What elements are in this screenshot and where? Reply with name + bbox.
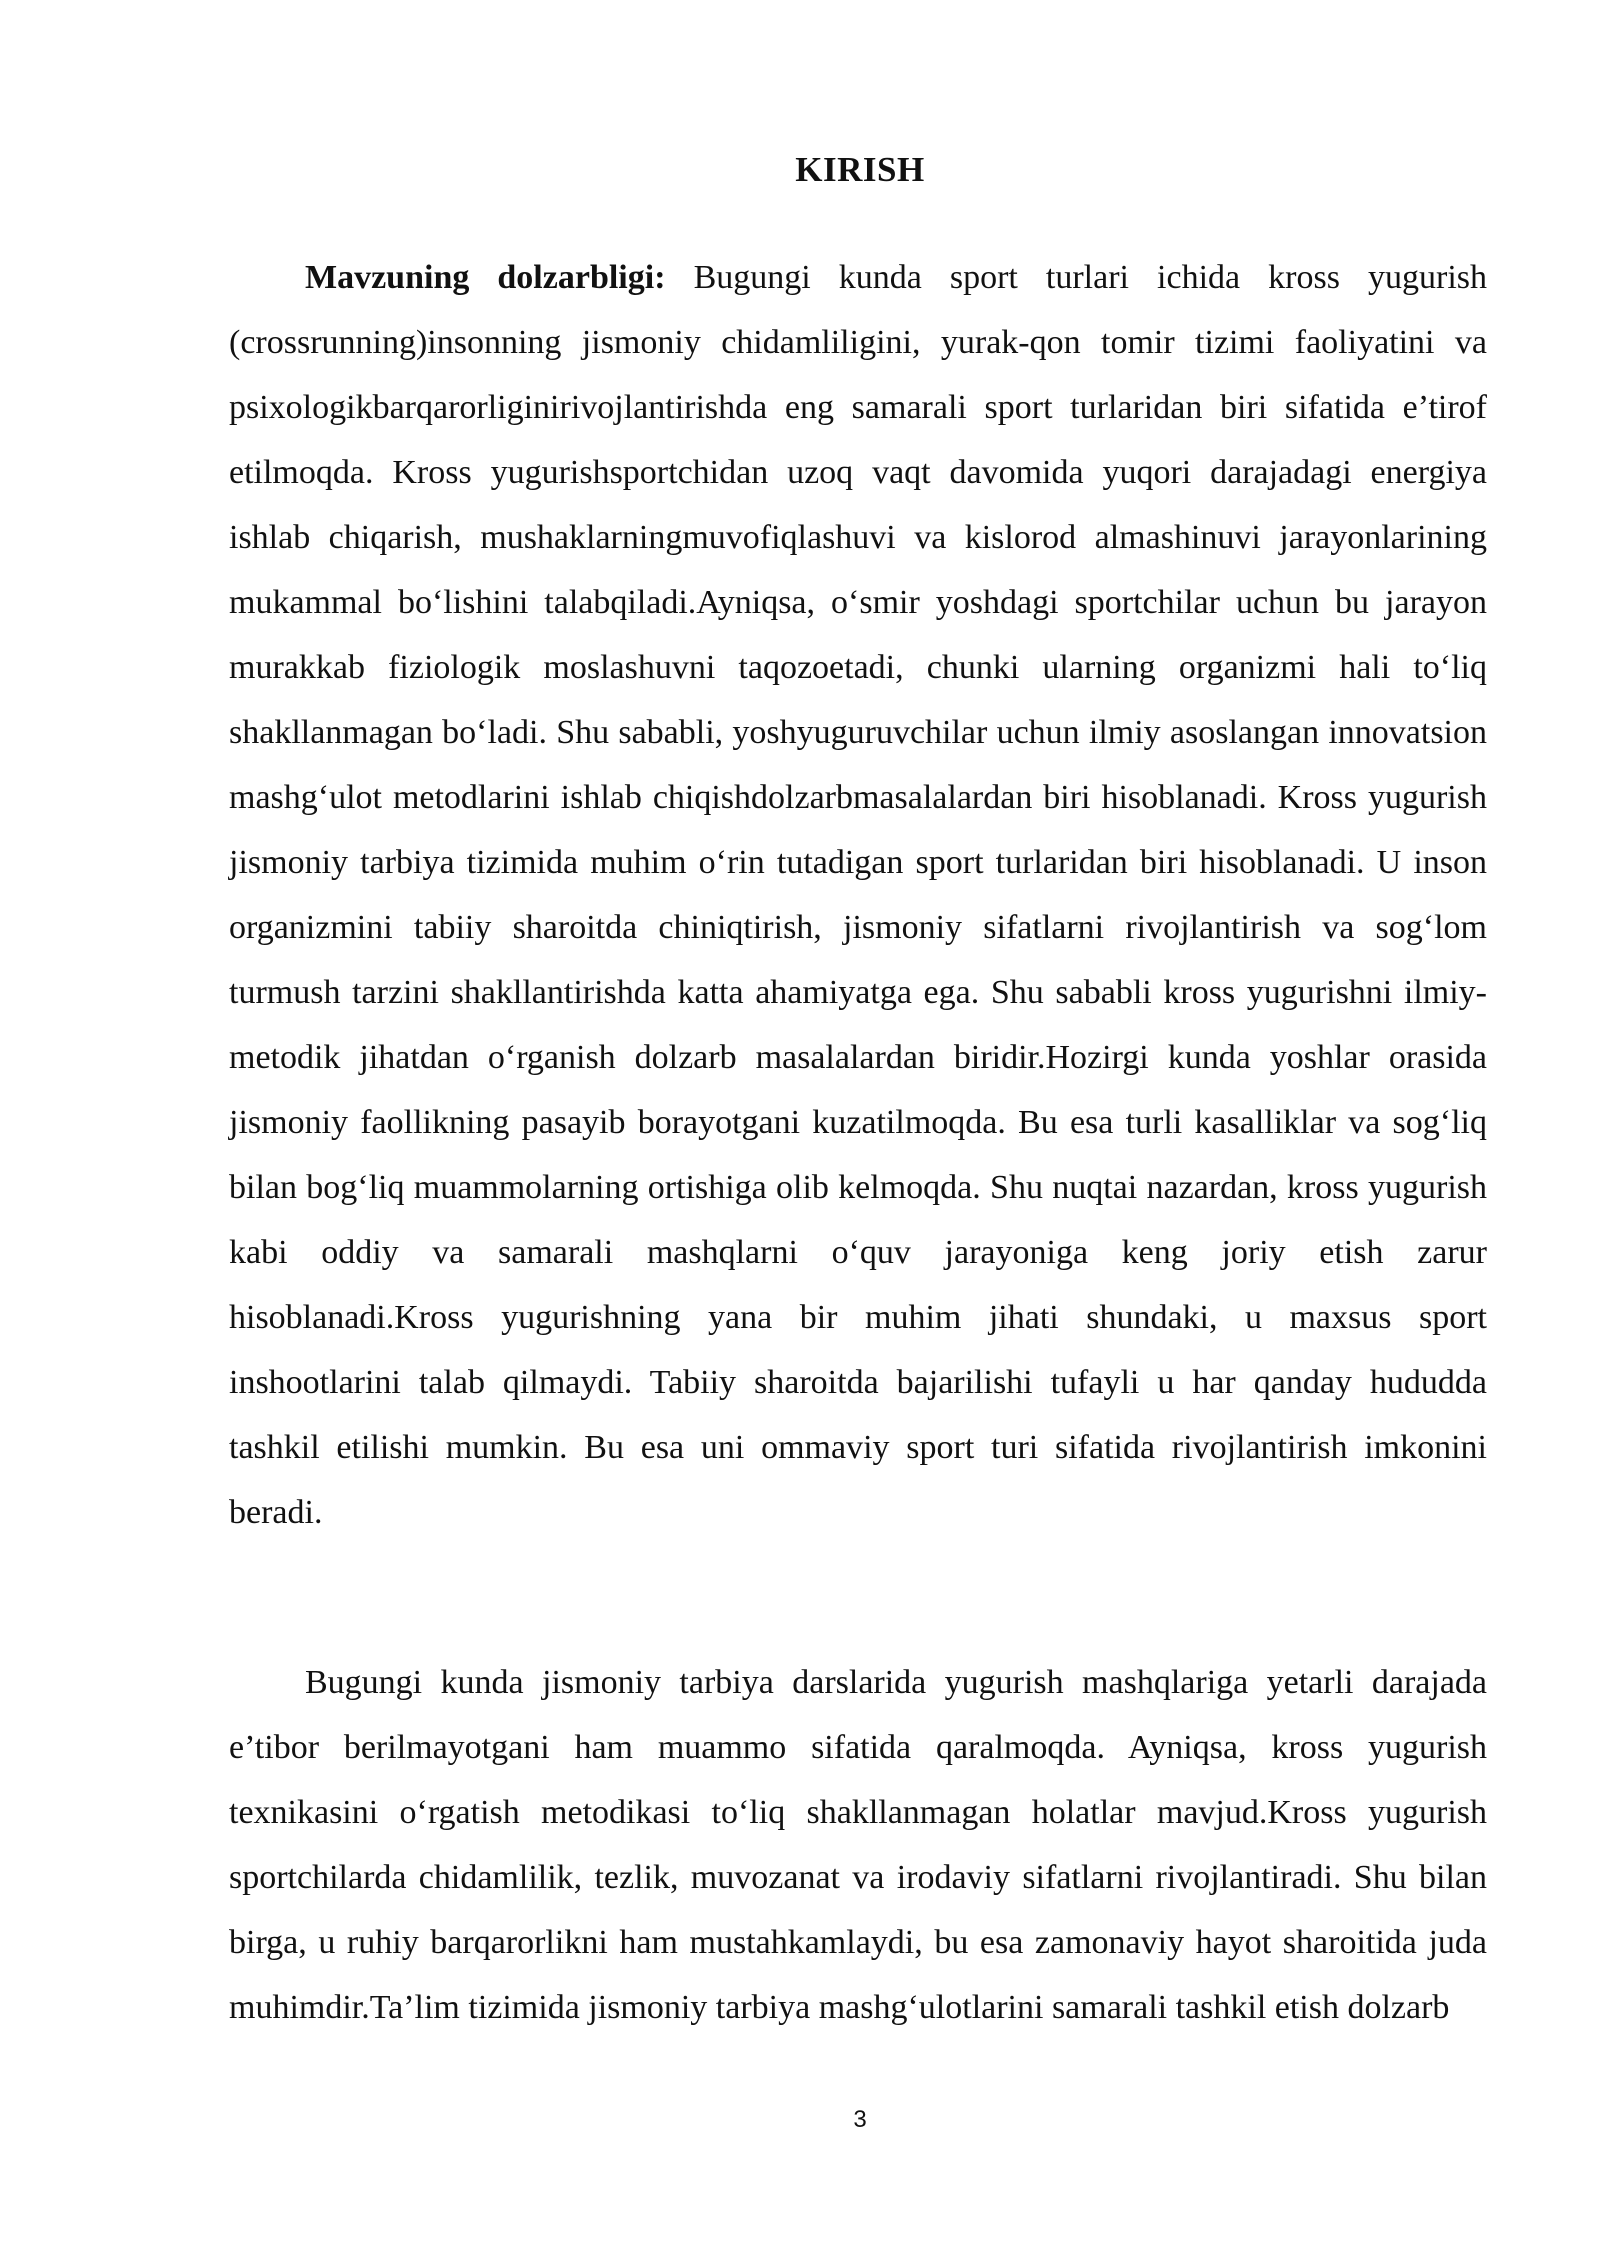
page-number: 3 bbox=[853, 2106, 867, 2133]
paragraph-1 bbox=[229, 245, 1487, 1545]
paragraph-1-lead: Mavzuning dolzarbligi: bbox=[305, 259, 666, 296]
section-title: KIRISH bbox=[795, 150, 925, 189]
paragraph-1-text: Bugungi kunda sport turlari ichida kross yugurish (crossrunning)insonning jismoniy chidamliligini, yurak-qon tomir tizimi faoliyatini va psixologikbarqarorliginirivojlantirishda eng samarali sport turlaridan biri sifatida e’tirof etilmoqda. Kross yugurishsportchidan uzoq vaqt davomida yuqori darajadagi energiya ishlab chiqarish, mushaklarningmuvofiqlashuvi va kislorod almashinuvi jarayonlarining mukammal bo‘lishini talabqiladi.Ayniqsa, o‘smir yoshdagi sportchilar uchun bu jarayon murakkab fiziologik moslashuvni taqozoetadi, chunki ularning organizmi hali to‘liq shakllanmagan bo‘ladi. Shu sababli, yoshyuguruvchilar uchun ilmiy asoslangan innovatsion mashg‘ulot metodlarini ishlab chiqishdolzarbmasalalardan biri hisoblanadi. Kross yugurish jismoniy tarbiya tizimida muhim o‘rin tutadigan sport turlaridan biri hisoblanadi. U inson organizmini tabiiy sharoitda chiniqtirish, jismoniy sifatlarni rivojlantirish va sog‘lom turmush tarzini shakllantirishda katta ahamiyatga ega. Shu sababli kross yugurishni ilmiy-metodik jihatdan o‘rganish dolzarb masalalardan biridir.Hozirgi kunda yoshlar orasida jismoniy faollikning pasayib borayotgani kuzatilmoqda. Bu esa turli kasalliklar va sog‘liq bilan bog‘liq muammolarning ortishiga olib kelmoqda. Shu nuqtai nazardan, kross yugurish kabi oddiy va samarali mashqlarni o‘quv jarayoniga keng joriy etish zarur hisoblanadi.Kross yugurishning yana bir muhim jihati shundaki, u maxsus sport inshootlarini talab qilmaydi. Tabiiy sharoitda bajarilishi tufayli u har qanday hududda tashkil etilishi mumkin. Bu esa uni ommaviy sport turi sifatida rivojlantirish imkonini beradi. bbox=[229, 259, 1487, 1531]
paragraph-2-text: Bugungi kunda jismoniy tarbiya darslarida yugurish mashqlariga yetarli darajada e’tibor berilmayotgani ham muammo sifatida qaralmoqda. Ayniqsa, kross yugurish texnikasini o‘rgatish metodikasi to‘liq shakllanmagan holatlar mavjud.Kross yugurish sportchilarda chidamlilik, tezlik, muvozanat va irodaviy sifatlarni rivojlantiradi. Shu bilan birga, u ruhiy barqarorlikni ham mustahkamlaydi, bu esa zamonaviy hayot sharoitida juda muhimdir.Ta’lim tizimida jismoniy tarbiya mashg‘ulotlarini samarali tashkil etish dolzarb bbox=[229, 1664, 1487, 2026]
paragraph-2 bbox=[229, 1650, 1487, 2040]
paragraph-1-body bbox=[229, 245, 1487, 1545]
